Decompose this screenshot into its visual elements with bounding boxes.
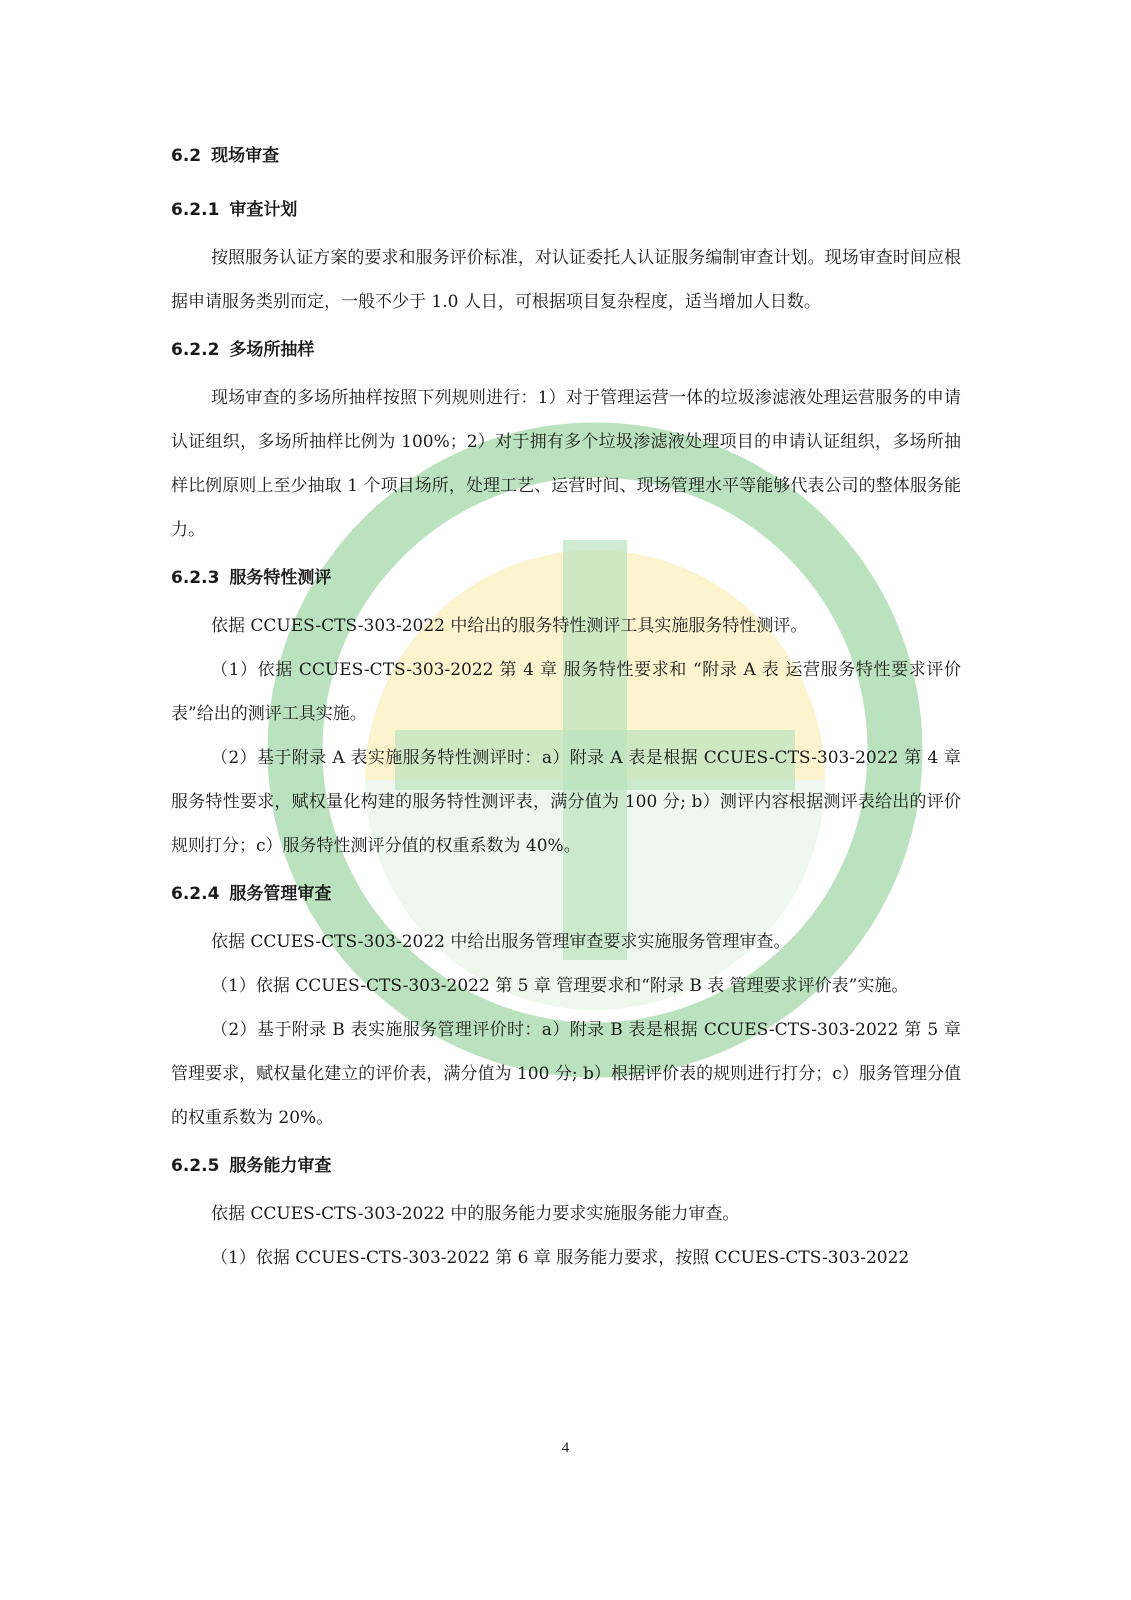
section-number: 6.2.1 [171,200,220,220]
section-number: 6.2.5 [171,1156,220,1176]
paragraph: 依据 CCUES-CTS-303-2022 中给出服务管理审查要求实施服务管理审查。 [211,932,791,952]
paragraph: 按照服务认证方案的要求和服务评价标准，对认证委托人认证服务编制审查计划。现场审查时间应根据申请服务类别而定，一般不少于 1.0 人日，可根据项目复杂程度，适当增加人日数。 [171,248,961,312]
section-heading-6-2-4 [171,878,961,910]
section-heading-6-2-5 [171,1150,961,1182]
section-number: 6.2 [171,146,202,166]
page-number: 4 [561,1440,570,1456]
section-number: 6.2.2 [171,340,220,360]
paragraph: 依据 CCUES-CTS-303-2022 中给出的服务特性测评工具实施服务特性测评。 [211,616,808,636]
section-heading-6-2-3 [171,562,961,594]
section-heading-6-2-2 [171,334,961,366]
section-title: 服务特性测评 [229,568,332,588]
paragraph: 现场审查的多场所抽样按照下列规则进行：1）对于管理运营一体的垃圾渗滤液处理运营服务的申请认证组织，多场所抽样比例为 100%；2）对于拥有多个垃圾渗滤液处理项目的申请认证组织，多场所抽样比例原则上至少抽取 1 个项目场所，处理工艺、运营时间、现场管理水平等能够代表公司的整体服务能力。 [171,388,961,540]
paragraph: （2）基于附录 B 表实施服务管理评价时：a）附录 B 表是根据 CCUES-CTS-303-2022 第 5 章 管理要求，赋权量化建立的评价表，满分值为 100 分; b）根据评价表的规则进行打分；c）服务管理分值的权重系数为 20%。 [171,1020,961,1128]
paragraph: （1）依据 CCUES-CTS-303-2022 第 4 章 服务特性要求和 “附录 A 表 运营服务特性要求评价表”给出的测评工具实施。 [171,660,961,724]
paragraph: 依据 CCUES-CTS-303-2022 中的服务能力要求实施服务能力审查。 [211,1204,740,1224]
section-number: 6.2.3 [171,568,220,588]
section-heading-6-2 [171,140,961,172]
section-title: 现场审查 [211,146,280,166]
section-number: 6.2.4 [171,884,220,904]
paragraph: （2）基于附录 A 表实施服务特性测评时：a）附录 A 表是根据 CCUES-CTS-303-2022 第 4 章 服务特性要求，赋权量化构建的服务特性测评表，满分值为 100 分; b）测评内容根据测评表给出的评价规则打分；c）服务特性测评分值的权重系数为 40%。 [171,748,961,856]
paragraph: （1）依据 CCUES-CTS-303-2022 第 5 章 管理要求和“附录 B 表 管理要求评价表”实施。 [211,976,909,996]
section-heading-6-2-1 [171,194,961,226]
section-title: 服务能力审查 [229,1156,332,1176]
paragraph: （1）依据 CCUES-CTS-303-2022 第 6 章 服务能力要求，按照 CCUES-CTS-303-2022 [211,1248,910,1268]
section-title: 审查计划 [229,200,298,220]
document-body [171,140,961,1280]
section-title: 多场所抽样 [229,340,315,360]
section-title: 服务管理审查 [229,884,332,904]
